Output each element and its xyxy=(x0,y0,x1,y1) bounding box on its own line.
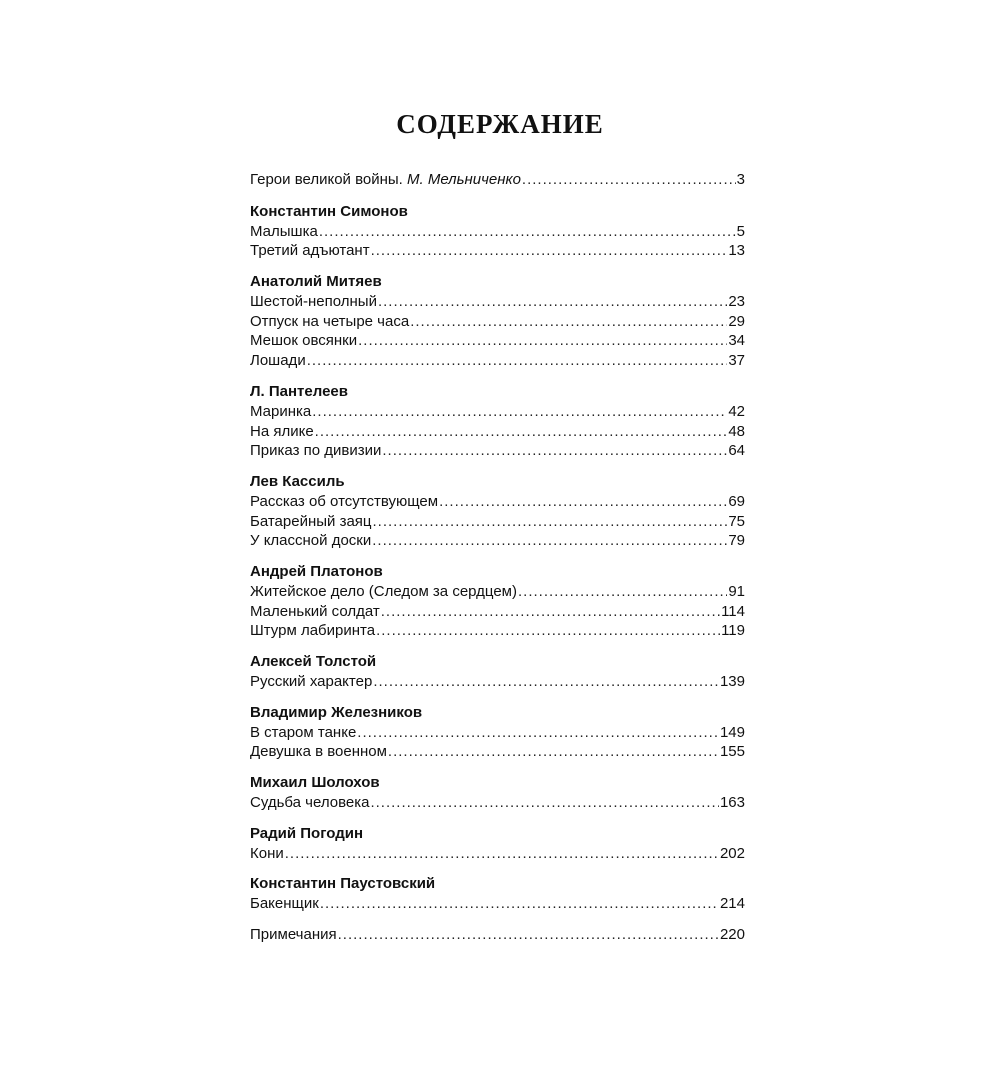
author-heading: Алексей Толстой xyxy=(250,653,377,670)
toc-entry xyxy=(250,531,745,551)
toc-entry-label: Батарейный заяц xyxy=(250,512,372,530)
toc-entry-label: У классной доски xyxy=(250,532,372,550)
author-heading: Андрей Платонов xyxy=(250,562,383,580)
spacer xyxy=(250,551,745,562)
toc-entry-label: Девушка в военном xyxy=(250,743,387,761)
author-heading: Михаил Шолохов xyxy=(250,774,380,792)
toc-entry xyxy=(250,894,745,914)
toc-entry-label: Маринка xyxy=(250,402,312,420)
toc-entry xyxy=(250,241,745,261)
dot-leader xyxy=(312,402,727,422)
toc-entry xyxy=(250,793,745,813)
dot-leader xyxy=(439,492,727,512)
page-title: СОДЕРЖАНИЕ xyxy=(396,109,604,139)
dot-leader xyxy=(382,441,727,461)
toc-page-number: 5 xyxy=(736,222,745,240)
toc-page-number: 220 xyxy=(719,926,745,944)
dot-leader xyxy=(357,723,719,743)
dot-leader xyxy=(410,312,727,332)
toc-entry-label: В старом танке xyxy=(250,723,357,741)
toc-entry-label: Примечания xyxy=(250,926,337,944)
toc-page-number: 91 xyxy=(728,582,745,600)
toc-entry xyxy=(250,672,745,692)
table-of-contents xyxy=(250,170,745,945)
toc-entry xyxy=(250,492,745,512)
dot-leader xyxy=(315,422,728,442)
toc-page-number: 79 xyxy=(728,532,745,550)
toc-page-number: 23 xyxy=(728,293,745,311)
dot-leader xyxy=(370,793,719,813)
toc-page-number: 34 xyxy=(728,332,745,350)
author-heading: Владимир Железников xyxy=(250,703,423,721)
toc-entry xyxy=(250,312,745,332)
toc-entry xyxy=(250,422,745,442)
spacer xyxy=(250,371,745,382)
toc-entry xyxy=(250,331,745,351)
dot-leader xyxy=(388,742,719,762)
toc-page-number: 114 xyxy=(721,602,745,620)
toc-page-number: 75 xyxy=(728,512,745,530)
toc-entry-label: Отпуск на четыре часа xyxy=(250,312,410,330)
spacer xyxy=(250,762,745,773)
spacer xyxy=(250,190,745,202)
toc-entry xyxy=(250,351,745,371)
toc-page-number: 202 xyxy=(719,844,745,862)
dot-leader xyxy=(372,531,727,551)
toc-page-number: 37 xyxy=(728,352,745,370)
toc-entry xyxy=(250,621,745,641)
toc-page-number: 149 xyxy=(719,723,745,741)
dot-leader xyxy=(371,241,728,261)
author-heading: Л. Пантелеев xyxy=(250,382,348,400)
toc-sections xyxy=(250,190,745,914)
dot-leader xyxy=(320,894,719,914)
dot-leader xyxy=(319,222,736,242)
toc-page-number: 139 xyxy=(719,673,745,690)
spacer xyxy=(250,692,745,703)
dot-leader xyxy=(378,292,727,312)
toc-entry-label: Штурм лабиринта xyxy=(250,622,376,640)
toc-page-number: 155 xyxy=(719,743,745,761)
spacer xyxy=(250,914,745,925)
toc-entry xyxy=(250,723,745,743)
toc-entry-label: Судьба человека xyxy=(250,794,370,812)
author-heading: Константин Симонов xyxy=(250,202,408,220)
toc-entry-label: Мешок овсянки xyxy=(250,332,358,350)
spacer xyxy=(250,641,745,652)
dot-leader xyxy=(518,582,727,602)
toc-entry xyxy=(250,512,745,532)
toc-entry-label xyxy=(250,170,521,190)
dot-leader xyxy=(338,925,719,945)
intro-title: Герои великой войны. xyxy=(250,171,403,188)
spacer xyxy=(250,863,745,874)
author-heading: Константин Паустовский xyxy=(250,875,436,893)
dot-leader xyxy=(358,331,727,351)
dot-leader xyxy=(376,621,720,641)
toc-entry-label: Житейское дело (Следом за сердцем) xyxy=(250,582,517,600)
dot-leader xyxy=(381,602,720,622)
toc-entry-intro xyxy=(250,170,745,190)
toc-entry xyxy=(250,222,745,242)
dot-leader xyxy=(373,672,719,692)
dot-leader xyxy=(307,351,728,371)
toc-page-number: 163 xyxy=(719,794,745,812)
toc-page-number: 48 xyxy=(728,422,745,440)
toc-entry xyxy=(250,582,745,602)
toc-entry xyxy=(250,402,745,422)
spacer xyxy=(250,261,745,272)
toc-entry xyxy=(250,844,745,864)
toc-entry-label: Шестой-неполный xyxy=(250,293,377,311)
toc-entry-notes xyxy=(250,925,745,945)
author-heading: Радий Погодин xyxy=(250,824,364,842)
toc-entry-label: Русский характер xyxy=(250,673,373,690)
toc-entry-label: Маленький солдат xyxy=(250,602,380,620)
toc-entry-label: Приказ по дивизии xyxy=(250,442,382,460)
toc-entry-label: На ялике xyxy=(250,422,314,440)
toc-page-number: 13 xyxy=(728,242,745,260)
dot-leader xyxy=(285,844,719,864)
toc-page-number: 214 xyxy=(719,895,745,913)
toc-entry-label: Кони xyxy=(250,844,284,862)
toc-entry-label: Третий адъютант xyxy=(250,242,370,260)
toc-page-number: 69 xyxy=(728,492,745,510)
toc-page-number: 3 xyxy=(736,171,745,188)
author-heading: Анатолий Митяев xyxy=(250,273,382,291)
toc-page-number: 29 xyxy=(728,312,745,330)
toc-entry xyxy=(250,292,745,312)
toc-page-number: 42 xyxy=(728,402,745,420)
toc-page-number: 64 xyxy=(728,442,745,460)
toc-entry-label: Рассказ об отсутствующем xyxy=(250,492,439,510)
spacer xyxy=(250,813,745,824)
toc-entry xyxy=(250,441,745,461)
toc-entry-label: Малышка xyxy=(250,222,318,240)
toc-page-number: 119 xyxy=(721,622,745,640)
dot-leader xyxy=(373,512,728,532)
author-heading: Лев Кассиль xyxy=(250,472,345,490)
toc-entry xyxy=(250,742,745,762)
toc-entry-label: Бакенщик xyxy=(250,895,319,913)
intro-author: М. Мельниченко xyxy=(407,171,521,188)
toc-entry xyxy=(250,602,745,622)
toc-entry-label: Лошади xyxy=(250,352,306,370)
dot-leader xyxy=(522,170,736,190)
spacer xyxy=(250,461,745,472)
